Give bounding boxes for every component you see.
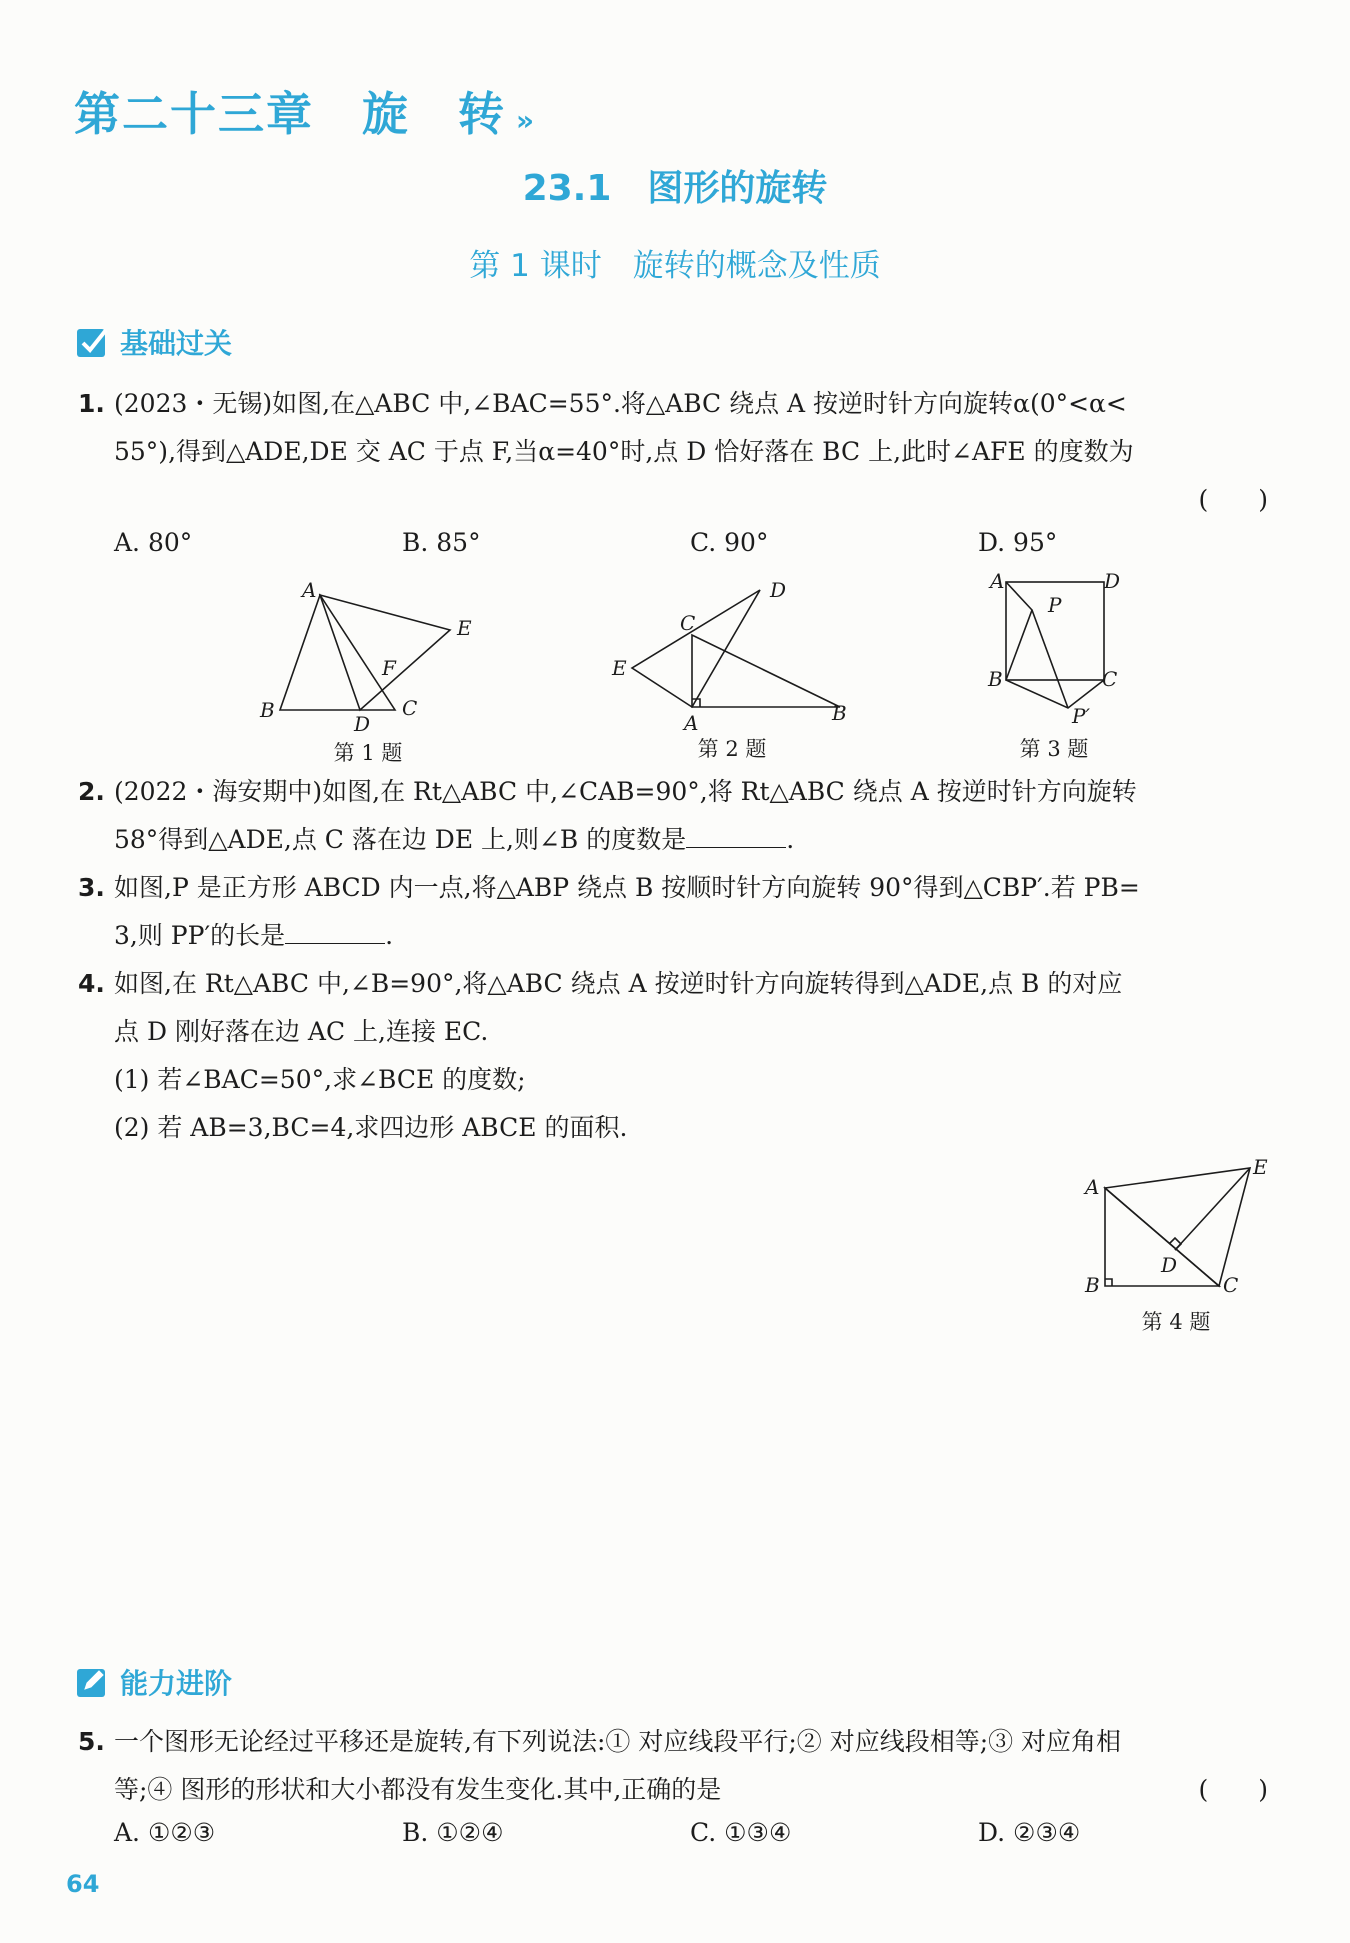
label-p: P (1048, 593, 1062, 617)
question-text: 3,则 PP′的长是 (114, 921, 286, 950)
option-b: B. ①②④ (402, 1818, 504, 1847)
label-c: C (402, 696, 418, 720)
figure-2 (600, 578, 860, 735)
question-number: 5. (78, 1727, 105, 1756)
section-header-basic-label: 基础过关 (120, 327, 233, 360)
triangle-abc (280, 595, 395, 710)
label-e: E (612, 656, 627, 680)
triangle-abp (1006, 582, 1032, 680)
right-angle-mark-b (1105, 1279, 1112, 1286)
question-number: 3. (78, 873, 105, 902)
figure-4-caption: 第 4 题 (1141, 1310, 1211, 1334)
option-d: D. 95° (978, 528, 1058, 557)
question-text: . (786, 825, 795, 854)
question-number: 4. (78, 969, 105, 998)
label-d: D (1104, 569, 1121, 593)
figure-1 (250, 575, 490, 736)
question-1 (78, 380, 1268, 524)
label-f: F (382, 656, 396, 680)
triangle-ade (320, 595, 450, 710)
triangle-abc (692, 635, 840, 707)
label-b: B (1085, 1273, 1100, 1297)
question-text: (2023・无锡)如图,在△ABC 中,∠BAC=55°.将△ABC 绕点 A 按逆时针方向旋转α(0°<α< (114, 389, 1127, 418)
label-c: C (1223, 1273, 1239, 1297)
option-c: C. ①③④ (690, 1818, 792, 1847)
pencil-icon (74, 1664, 110, 1700)
figure-2-caption: 第 2 题 (697, 737, 767, 761)
question-text: (2022・海安期中)如图,在 Rt△ABC 中,∠CAB=90°,将 Rt△ABC 绕点 A 按逆时针方向旋转 (114, 777, 1137, 806)
figure-1-caption: 第 1 题 (333, 741, 403, 765)
question-text: 如图,在 Rt△ABC 中,∠B=90°,将△ABC 绕点 A 按逆时针方向旋转得到△ADE,点 B 的对应 (114, 969, 1123, 998)
figure-4 (1075, 1150, 1275, 1300)
question-5 (78, 1718, 1268, 1814)
option-d: D. ②③④ (978, 1818, 1081, 1847)
question-2 (78, 768, 1268, 864)
question-3 (78, 864, 1268, 960)
question-1-options (114, 528, 1274, 557)
answer-blank[interactable] (285, 915, 385, 944)
segment-pp2 (1032, 610, 1068, 708)
section-title: 23.1 图形的旋转 (522, 168, 828, 209)
question-number: 2. (78, 777, 105, 806)
label-c: C (1102, 667, 1118, 691)
label-a: A (1085, 1175, 1100, 1199)
question-text: 如图,P 是正方形 ABCD 内一点,将△ABP 绕点 B 按顺时针方向旋转 90°得到△CBP′.若 PB= (114, 873, 1140, 902)
question-text: 点 D 刚好落在边 AC 上,连接 EC. (114, 1017, 489, 1046)
sub-question-2: (2) 若 AB=3,BC=4,求四边形 ABCE 的面积. (114, 1113, 628, 1142)
question-text: 58°得到△ADE,点 C 落在边 DE 上,则∠B 的度数是 (114, 825, 687, 854)
label-a: A (684, 711, 699, 735)
lesson-title: 第 1 课时 旋转的概念及性质 (469, 248, 881, 284)
option-b: B. 85° (402, 528, 481, 557)
label-p-prime: P′ (1072, 704, 1090, 728)
answer-paren: ( ) (1198, 1775, 1268, 1804)
figure-3-caption: 第 3 题 (1019, 737, 1089, 761)
label-c: C (680, 611, 696, 635)
quadrilateral-abce (1105, 1168, 1250, 1286)
label-b: B (988, 667, 1003, 691)
label-a: A (302, 578, 317, 602)
answer-blank[interactable] (686, 819, 786, 848)
triangle-ade (632, 590, 760, 707)
section-header-advanced (74, 1662, 232, 1702)
label-e: E (457, 616, 472, 640)
label-a: A (990, 569, 1005, 593)
question-4 (78, 960, 1268, 1152)
option-c: C. 90° (690, 528, 769, 557)
option-a: A. ①②③ (114, 1818, 216, 1847)
chapter-title-text: 第二十三章 旋 转 (74, 87, 506, 141)
option-a: A. 80° (114, 528, 193, 557)
checkbox-icon (74, 324, 110, 360)
label-d: D (1161, 1253, 1178, 1277)
question-text: 一个图形无论经过平移还是旋转,有下列说法:① 对应线段平行;② 对应线段相等;③ 对应角相 (114, 1727, 1122, 1756)
question-text: . (385, 921, 394, 950)
label-e: E (1253, 1155, 1268, 1179)
label-d: D (770, 578, 787, 602)
label-b: B (260, 698, 275, 722)
label-d: D (354, 712, 371, 736)
chapter-title (74, 78, 536, 144)
question-5-options (114, 1818, 1274, 1847)
sub-question-1: (1) 若∠BAC=50°,求∠BCE 的度数; (114, 1065, 526, 1094)
question-text: 等;④ 图形的形状和大小都没有发生变化.其中,正确的是 (114, 1775, 722, 1804)
figure-3 (980, 570, 1140, 730)
section-header-advanced-label: 能力进阶 (120, 1667, 233, 1700)
question-number: 1. (78, 389, 105, 418)
double-chevron-icon: » (516, 104, 537, 137)
label-b: B (832, 701, 847, 725)
answer-paren: ( ) (1198, 485, 1268, 514)
page-number: 64 (66, 1870, 100, 1898)
section-header-basic (74, 322, 232, 362)
question-text: 55°),得到△ADE,DE 交 AC 于点 F,当α=40°时,点 D 恰好落在 BC 上,此时∠AFE 的度数为 (114, 437, 1134, 466)
